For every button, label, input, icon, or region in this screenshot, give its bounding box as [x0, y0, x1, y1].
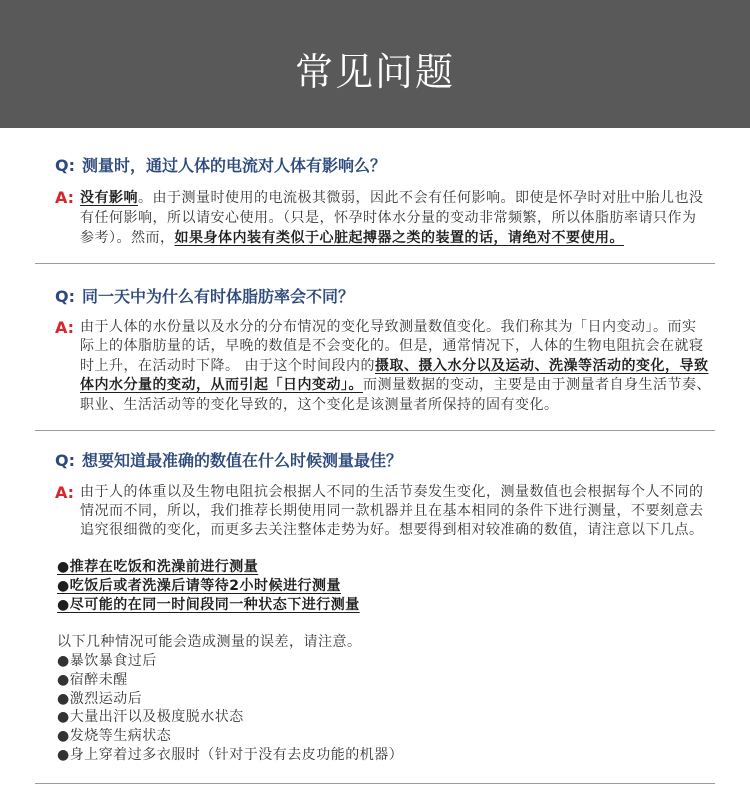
answer-marker: A:	[55, 318, 75, 337]
answer-text: 由于人的体重以及生物电阻抗会根据人不同的生活节奏发生变化，测量数值也会根据每个人不同的	[80, 484, 704, 500]
section-divider	[35, 430, 715, 431]
answer	[55, 188, 704, 248]
answer-text: 追究很细微的变化，而更多去关注整体走势为好。想要得到相对较准确的数值，请注意以下几点。	[80, 522, 704, 538]
answer	[55, 483, 704, 540]
caution-item: ●暴饮暴食过后	[57, 653, 157, 669]
answer-line	[80, 521, 704, 540]
caution-item: ●大量出汗以及极度脱水状态	[57, 709, 244, 726]
answer-text: 有任何影响，所以请安心使用。（只是，怀孕时体水分量的变动非常频繁，所以体脂肪率请只作为	[80, 210, 697, 226]
answer-line	[80, 188, 704, 208]
caution-item: ●宿醉未醒	[57, 671, 128, 688]
answer-marker: A:	[55, 483, 75, 502]
tip-item: ●吃饭后或者洗澡后请等待2小时候进行测量	[57, 578, 341, 594]
answer-emphasis: 没有影响	[80, 190, 138, 206]
section-divider	[35, 263, 715, 264]
answer-line	[80, 396, 711, 415]
answer-text: 时上升，在活动时下降。 由于这个时间段内的	[80, 357, 375, 374]
question-text: 想要知道最准确的数值在什么时候测量最佳？	[82, 451, 403, 470]
question-text: 同一天中为什么有时体脂肪率会不同？	[82, 287, 355, 306]
page-header	[0, 0, 750, 128]
question	[55, 451, 402, 471]
caution-item: ●身上穿着过多衣服时（针对于没有去皮功能的机器）	[57, 746, 404, 763]
caution-intro: 以下几种情况可能会造成测量的误差，请注意。	[57, 634, 362, 650]
answer-text: 参考）。然而，	[80, 230, 175, 246]
answer-text: 职业、生活活动等的变化导致的，这个变化是该测量者所保持的固有变化。	[80, 396, 559, 413]
page-title: 常见问题	[294, 49, 455, 94]
answer-emphasis: 摄取、摄入水分以及运动、洗澡等活动的变化，导致	[374, 357, 709, 374]
answer-text: 情况而不同，所以，我们推荐长期使用同一款机器并且在基本相同的条件下进行测量，不要刻意去	[80, 503, 704, 519]
answer	[55, 318, 711, 415]
answer-line	[80, 208, 704, 228]
question	[55, 156, 386, 176]
answer-line	[80, 318, 711, 337]
caution-item: ●激烈运动后	[57, 690, 143, 707]
caution-item: ●发烧等生病状态	[57, 728, 172, 745]
question-text: 测量时，通过人体的电流对人体有影响么？	[82, 156, 387, 175]
tip-item: ●尽可能的在同一时间段同一种状态下进行测量	[57, 597, 360, 613]
answer-line	[80, 228, 704, 248]
answer-line	[80, 502, 704, 521]
answer-line	[80, 357, 711, 376]
section-divider	[35, 783, 715, 784]
answer-emphasis: 体内水分量的变动，从而引起「日内变动」。	[80, 377, 363, 394]
answer-line	[80, 483, 704, 502]
answer-text: 由于人体的水份量以及水分的分布情况的变化导致测量数值变化。我们称其为「日内变动」。而实	[80, 319, 697, 335]
question	[55, 287, 354, 307]
answer-text: 际上的体脂肪量的话，早晚的数值是不会变化的。但是，通常情况下，人体的生物电阻抗会在就寝	[80, 338, 704, 355]
answer-text: 而测量数据的变动，主要是由于测量者自身生活节奏、	[363, 377, 711, 394]
answer-line	[80, 376, 711, 395]
question-marker: Q:	[55, 451, 75, 470]
tip-item: ●推荐在吃饭和洗澡前进行测量	[57, 559, 259, 575]
answer-line	[80, 337, 711, 356]
question-marker: Q:	[55, 156, 75, 175]
answer-marker: A:	[55, 188, 75, 207]
recommended-tips-list	[57, 558, 360, 615]
question-marker: Q:	[55, 287, 75, 306]
caution-list	[57, 652, 403, 765]
answer-text: 。由于测量时使用的电流极其微弱，因此不会有任何影响。即使是怀孕时对肚中胎儿也没	[138, 190, 704, 206]
answer-emphasis: 如果身体内装有类似于心脏起搏器之类的装置的话，请绝对不要使用。	[174, 230, 624, 246]
